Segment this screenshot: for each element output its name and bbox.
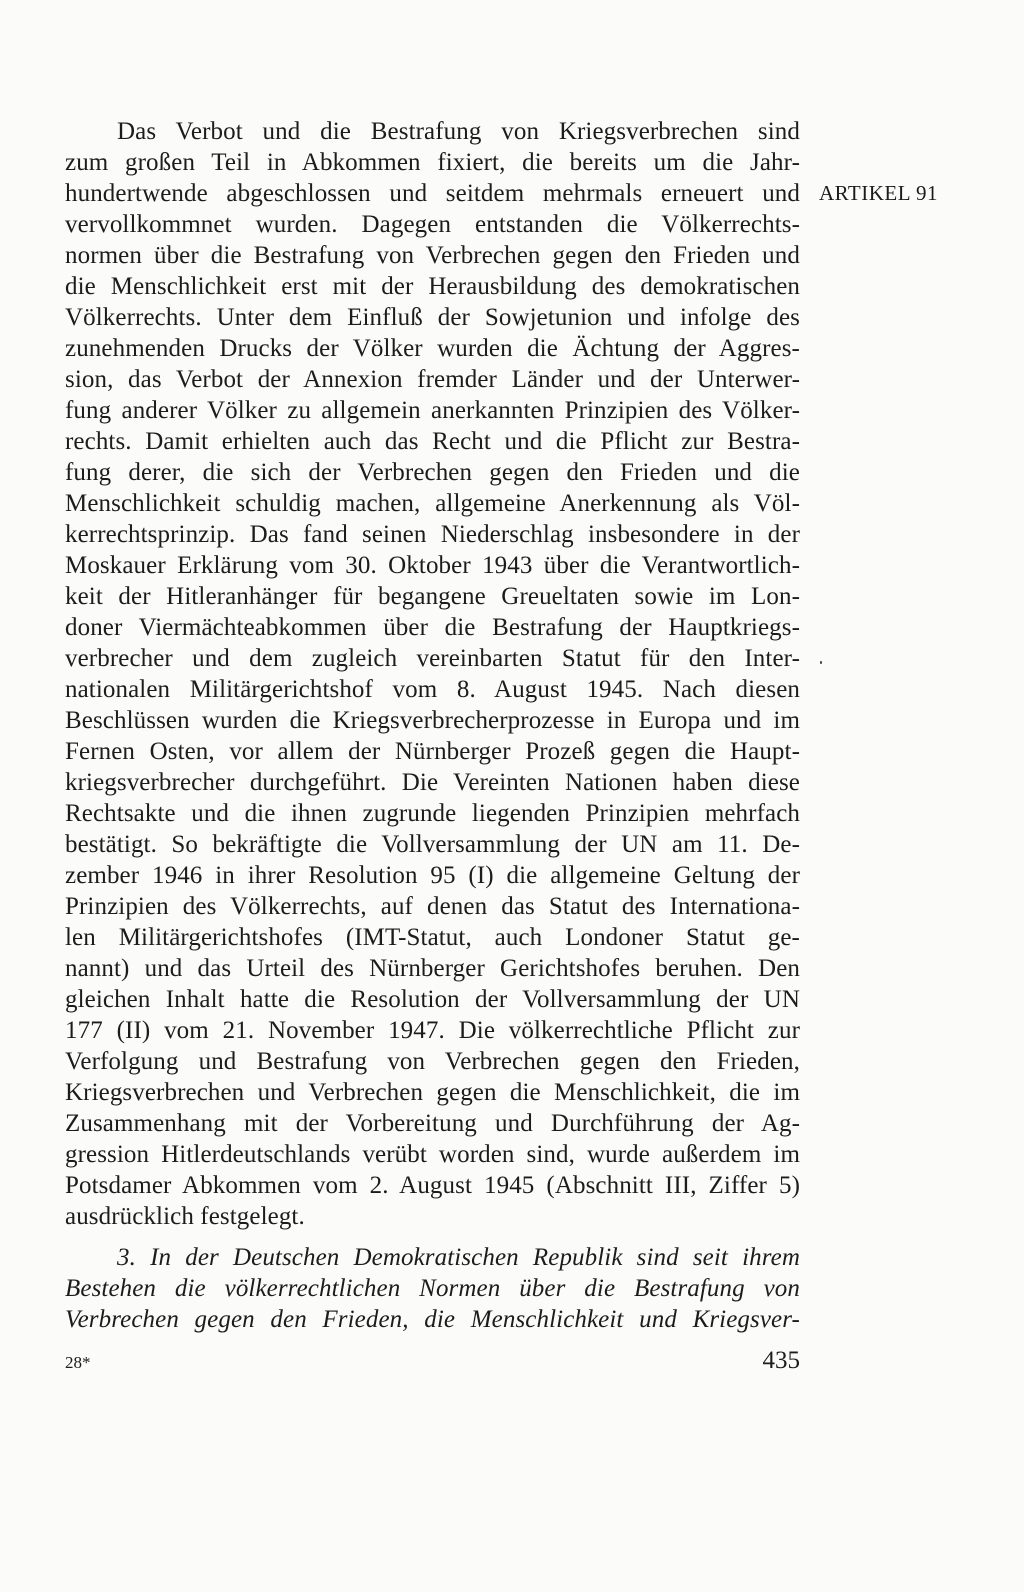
text-line: Rechtsakte und die ihnen zugrunde liegenden Prinzipien mehrfach <box>65 800 800 827</box>
text-line: keit der Hitleranhänger für begangene Greueltaten sowie im Lon- <box>65 583 800 610</box>
text-line: nannt) und das Urteil des Nürnberger Gerichtshofes beruhen. Den <box>65 955 800 982</box>
text-line: Fernen Osten, vor allem der Nürnberger Prozeß gegen die Haupt- <box>65 738 800 765</box>
text-line: Verbrechen gegen den Frieden, die Menschlichkeit und Kriegsver- <box>65 1306 800 1333</box>
paragraph-1 <box>65 116 800 1232</box>
text-line: hundertwende abgeschlossen und seitdem mehrmals erneuert und <box>65 180 800 207</box>
text-line: Beschlüssen wurden die Kriegsverbrecherprozesse in Europa und im <box>65 707 800 734</box>
signature-mark: 28* <box>65 1353 91 1372</box>
text-line: fung derer, die sich der Verbrechen gegen den Frieden und die <box>65 459 800 486</box>
text-line: doner Viermächteabkommen über die Bestrafung der Hauptkriegs- <box>65 614 800 641</box>
paragraph-2 <box>65 1242 800 1335</box>
text-line: verbrecher und dem zugleich vereinbarten Statut für den Inter- <box>65 645 800 672</box>
text-line: vervollkommnet wurden. Dagegen entstanden die Völkerrechts- <box>65 211 800 238</box>
body-text <box>65 116 800 1335</box>
text-line: Kriegsverbrechen und Verbrechen gegen die Menschlichkeit, die im <box>65 1079 800 1106</box>
text-line: 3. In der Deutschen Demokratischen Republik sind seit ihrem <box>117 1244 800 1271</box>
text-line: normen über die Bestrafung von Verbrechen gegen den Frieden und <box>65 242 800 269</box>
text-line: kerrechtsprinzip. Das fand seinen Niederschlag insbesondere in der <box>65 521 800 548</box>
text-line: Verfolgung und Bestrafung von Verbrechen gegen den Frieden, <box>65 1048 800 1075</box>
text-line: die Menschlichkeit erst mit der Herausbildung des demokratischen <box>65 273 800 300</box>
text-line: bestätigt. So bekräftigte die Vollversammlung der UN am 11. De- <box>65 831 800 858</box>
text-line: ausdrücklich festgelegt. <box>65 1203 305 1230</box>
marginal-article-label: ARTIKEL 91 <box>819 181 939 205</box>
text-line: fung anderer Völker zu allgemein anerkannten Prinzipien des Völker- <box>65 397 800 424</box>
text-line: len Militärgerichtshofes (IMT-Statut, auch Londoner Statut ge- <box>65 924 800 951</box>
text-line: Potsdamer Abkommen vom 2. August 1945 (Abschnitt III, Ziffer 5) <box>65 1172 800 1199</box>
text-line: Moskauer Erklärung vom 30. Oktober 1943 über die Verantwortlich- <box>65 552 800 579</box>
text-line: zunehmenden Drucks der Völker wurden die Ächtung der Aggres- <box>65 335 800 362</box>
text-line: 177 (II) vom 21. November 1947. Die völkerrechtliche Pflicht zur <box>65 1017 800 1044</box>
text-line: Prinzipien des Völkerrechts, auf denen das Statut des Internationa- <box>65 893 800 920</box>
text-line: Bestehen die völkerrechtlichen Normen über die Bestrafung von <box>65 1275 800 1302</box>
text-line: nationalen Militärgerichtshof vom 8. August 1945. Nach diesen <box>65 676 800 703</box>
text-line: gleichen Inhalt hatte die Resolution der Vollversammlung der UN <box>65 986 800 1013</box>
text-line: rechts. Damit erhielten auch das Recht und die Pflicht zur Bestra- <box>65 428 800 455</box>
text-line: zember 1946 in ihrer Resolution 95 (I) die allgemeine Geltung der <box>65 862 800 889</box>
print-speck <box>820 661 822 664</box>
text-line: zum großen Teil in Abkommen fixiert, die bereits um die Jahr- <box>65 149 800 176</box>
page-number: 435 <box>762 1347 800 1374</box>
text-line: kriegsverbrecher durchgeführt. Die Vereinten Nationen haben diese <box>65 769 800 796</box>
text-line: Zusammenhang mit der Vorbereitung und Durchführung der Ag- <box>65 1110 800 1137</box>
text-line: Das Verbot und die Bestrafung von Kriegsverbrechen sind <box>117 118 800 145</box>
paragraph-gap <box>65 1232 800 1242</box>
text-line: sion, das Verbot der Annexion fremder Länder und der Unterwer- <box>65 366 800 393</box>
text-line: Völkerrechts. Unter dem Einfluß der Sowjetunion und infolge des <box>65 304 800 331</box>
text-line: Menschlichkeit schuldig machen, allgemeine Anerkennung als Völ- <box>65 490 800 517</box>
text-line: gression Hitlerdeutschlands verübt worden sind, wurde außerdem im <box>65 1141 800 1168</box>
